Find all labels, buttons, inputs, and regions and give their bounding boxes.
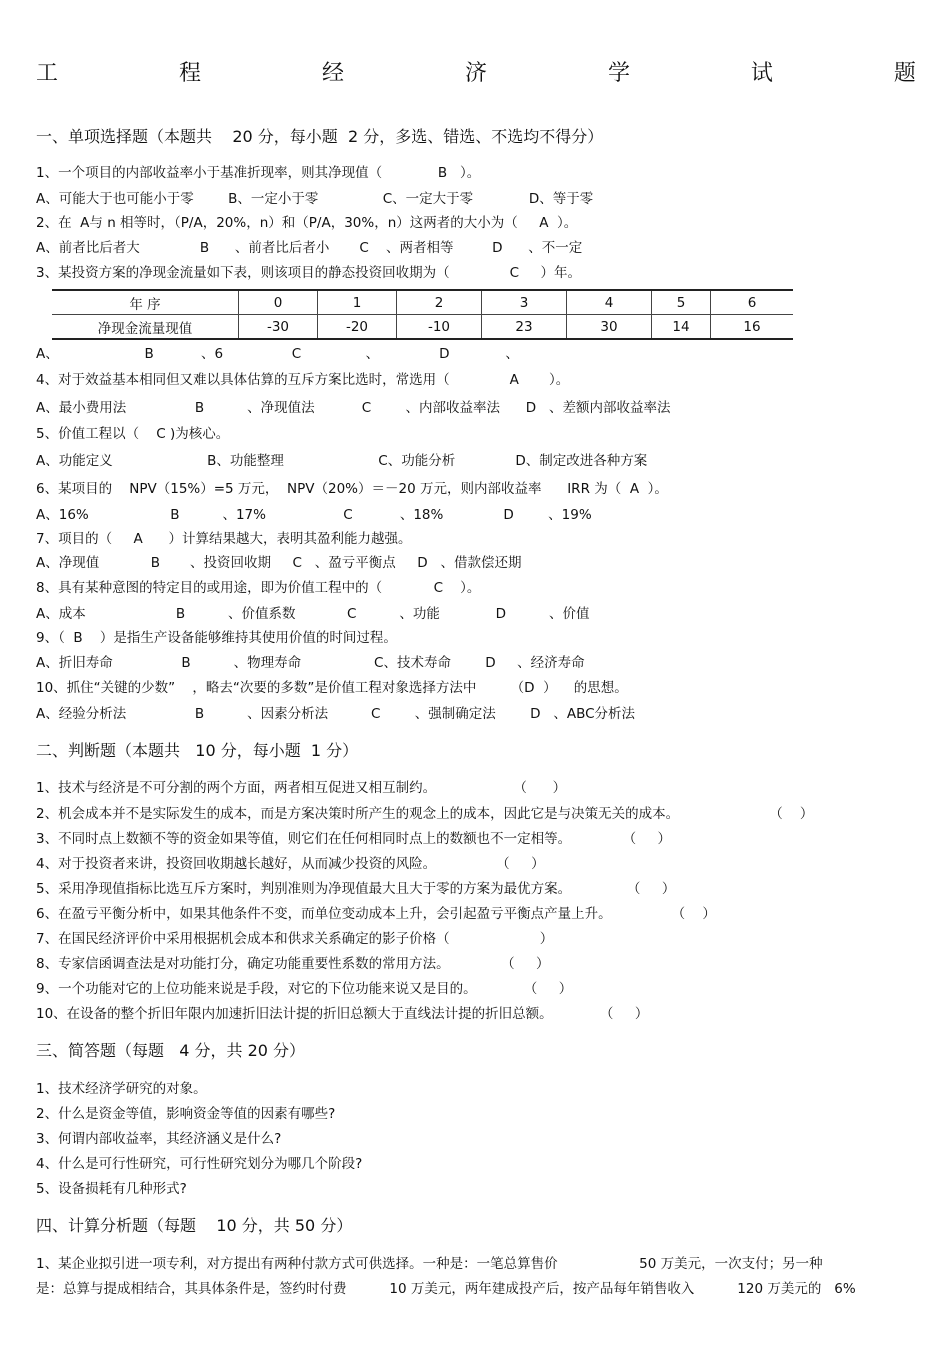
table-cell: 16 xyxy=(711,315,794,340)
question-line: 5、设备损耗有几种形式? xyxy=(36,1181,187,1197)
option-line: A、前者比后者大 B 、前者比后者小 C 、两者相等 D 、不一定 xyxy=(36,240,583,256)
title-char: 题 xyxy=(893,61,916,86)
statement-line: 5、采用净现值指标比选互斥方案时，判别准则为净现值最大且大于零的方案为最优方案。 （ ） xyxy=(36,881,676,897)
option-line: A、最小费用法 B 、净现值法 C 、内部收益率法 D 、差额内部收益率法 xyxy=(36,400,671,416)
title-char: 济 xyxy=(464,61,487,86)
title-char: 试 xyxy=(750,61,773,86)
table-cell: 4 xyxy=(567,290,652,315)
question-line: 7、项目的（ A ）计算结果越大，表明其盈利能力越强。 xyxy=(36,531,412,547)
section2-heading: 二、判断题（本题共 10 分，每小题 1 分） xyxy=(36,741,359,760)
statement-line: 4、对于投资者来讲，投资回收期越长越好，从而减少投资的风险。 （ ） xyxy=(36,856,545,872)
table-cell: 30 xyxy=(567,315,652,340)
question-line: 6、某项目的 NPV（15%）=5 万元， NPV（20%）＝－20 万元，则内部收益率 IRR 为（ A ）。 xyxy=(36,481,668,497)
option-line: A、经验分析法 B 、因素分析法 C 、强制确定法 D 、ABC分析法 xyxy=(36,706,636,722)
question-line: 4、什么是可行性研究，可行性研究划分为哪几个阶段? xyxy=(36,1156,363,1172)
table-cell: 5 xyxy=(652,290,711,315)
question-line: 1、一个项目的内部收益率小于基准折现率，则其净现值（ B ）。 xyxy=(36,165,481,181)
option-line: A、16% B 、17% C 、18% D 、19% xyxy=(36,507,592,523)
question-line: 3、何谓内部收益率，其经济涵义是什么? xyxy=(36,1131,282,1147)
option-line: A、功能定义 B、功能整理 C、功能分析 D、制定改进各种方案 xyxy=(36,453,648,469)
option-line: A、折旧寿命 B 、物理寿命 C、技术寿命 D 、经济寿命 xyxy=(36,655,585,671)
statement-line: 9、一个功能对它的上位功能来说是手段，对它的下位功能来说又是目的。 （ ） xyxy=(36,981,573,997)
title-char: 经 xyxy=(321,61,344,86)
option-line: A、 B 、6 C 、 D 、 xyxy=(36,346,519,362)
table-cell: 23 xyxy=(482,315,567,340)
option-line: A、成本 B 、价值系数 C 、功能 D 、价值 xyxy=(36,606,590,622)
table-row xyxy=(52,315,793,340)
statement-line: 10、在设备的整个折旧年限内加速折旧法计提的折旧总额大于直线法计提的折旧总额。 （ ） xyxy=(36,1006,649,1022)
table-cell: -10 xyxy=(397,315,482,340)
paragraph-line: 1、某企业拟引进一项专利，对方提出有两种付款方式可供选择。一种是：一笔总算售价 50 万美元，一次支付；另一种 xyxy=(36,1256,823,1272)
cash-flow-table xyxy=(52,289,793,340)
question-line: 9、（ B ）是指生产设备能够维持其使用价值的时间过程。 xyxy=(36,630,397,646)
table-cell: -30 xyxy=(239,315,318,340)
table-cell: 年 序 xyxy=(52,290,239,315)
table-cell: 净现金流量现值 xyxy=(52,315,239,340)
statement-line: 3、不同时点上数额不等的资金如果等值，则它们在任何相同时点上的数额也不一定相等。 （ ） xyxy=(36,831,672,847)
option-line: A、可能大于也可能小于零 B、一定小于零 C、一定大于零 D、等于零 xyxy=(36,191,594,207)
table-row xyxy=(52,290,793,315)
exam-title xyxy=(36,56,916,87)
section3-heading: 三、简答题（每题 4 分，共 20 分） xyxy=(36,1041,306,1060)
statement-line: 7、在国民经济评价中采用根据机会成本和供求关系确定的影子价格（ ） xyxy=(36,931,554,947)
question-line: 8、具有某种意图的特定目的或用途，即为价值工程中的（ C ）。 xyxy=(36,580,481,596)
table-cell: -20 xyxy=(318,315,397,340)
section1-heading: 一、单项选择题（本题共 20 分，每小题 2 分，多选、错选、不选均不得分） xyxy=(36,127,604,146)
question-line: 10、抓住“关键的少数” ，略去“次要的多数”是价值工程对象选择方法中 （D ） 的思想。 xyxy=(36,680,628,696)
statement-line: 6、在盈亏平衡分析中，如果其他条件不变，而单位变动成本上升，会引起盈亏平衡点产量上升。 （ ） xyxy=(36,906,716,922)
statement-line: 8、专家信函调查法是对功能打分，确定功能重要性系数的常用方法。 （ ） xyxy=(36,956,550,972)
table-cell: 2 xyxy=(397,290,482,315)
table-cell: 3 xyxy=(482,290,567,315)
question-line: 4、对于效益基本相同但又难以具体估算的互斥方案比选时，常选用（ A ）。 xyxy=(36,372,570,388)
paragraph-line: 是：总算与提成相结合，其具体条件是，签约时付费 10 万美元，两年建成投产后，按产品每年销售收入 120 万美元的 6% xyxy=(36,1281,856,1297)
question-line: 1、技术经济学研究的对象。 xyxy=(36,1081,207,1097)
table-cell: 0 xyxy=(239,290,318,315)
table-cell: 6 xyxy=(711,290,794,315)
title-char: 工 xyxy=(36,61,59,86)
option-line: A、净现值 B 、投资回收期 C 、盈亏平衡点 D 、借款偿还期 xyxy=(36,555,522,571)
title-char: 学 xyxy=(607,61,630,86)
question-line: 5、价值工程以（ C )为核心。 xyxy=(36,426,230,442)
title-char: 程 xyxy=(178,61,201,86)
section4-heading: 四、计算分析题（每题 10 分，共 50 分） xyxy=(36,1216,353,1235)
statement-line: 1、技术与经济是不可分割的两个方面，两者相互促进又相互制约。 （ ） xyxy=(36,780,567,796)
question-line: 3、某投资方案的净现金流量如下表，则该项目的静态投资回收期为（ C ）年。 xyxy=(36,265,582,281)
question-line: 2、在 A与 n 相等时，（P/A，20%，n）和（P/A，30%，n）这两者的大小为（ A ）。 xyxy=(36,215,578,231)
statement-line: 2、机会成本并不是实际发生的成本，而是方案决策时所产生的观念上的成本，因此它是与决策无关的成本。 （ ） xyxy=(36,806,814,822)
question-line: 2、什么是资金等值，影响资金等值的因素有哪些? xyxy=(36,1106,336,1122)
table-cell: 1 xyxy=(318,290,397,315)
table-cell: 14 xyxy=(652,315,711,340)
